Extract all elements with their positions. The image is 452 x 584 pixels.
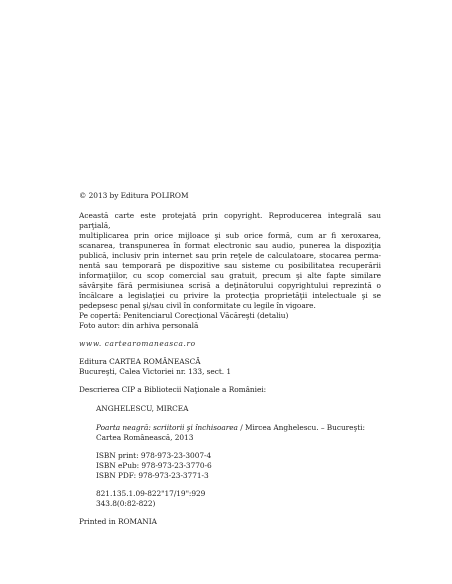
- publisher-address: Bucureşti, Calea Victoriei nr. 133, sect. 1: [79, 367, 231, 376]
- website-link[interactable]: www. cartearomaneasca.ro: [79, 339, 196, 348]
- website-block: [79, 339, 381, 349]
- legal-line: publică, inclusiv prin internet sau prin reţele de calculatoare, stocarea perma-: [79, 251, 381, 260]
- cip-author: ANGHELESCU, MIRCEA: [96, 404, 189, 413]
- isbn-block: [79, 451, 398, 481]
- legal-line: multiplicarea prin orice mijloace şi sub orice formă, cum ar fi xeroxarea,: [79, 231, 381, 240]
- legal-line: nentă sau temporară pe dispozitive sau sisteme cu posibilitatea recuperării: [79, 261, 381, 270]
- legal-line: informaţiilor, cu scop comercial sau gratuit, precum şi alte fapte similare: [79, 271, 381, 280]
- legal-line: pedepsesc penal şi/sau civil în conformitate cu legile în vigoare.: [79, 301, 316, 310]
- udc-code: 821.135.1.09-822"17/19":929: [96, 489, 206, 498]
- copyright-line: © 2013 by Editura POLIROM: [79, 191, 189, 200]
- cip-title-line: [96, 423, 398, 433]
- cip-author-block: [79, 404, 398, 414]
- isbn-pdf: ISBN PDF: 978-973-23-3771-3: [96, 471, 209, 480]
- classification-block: [79, 489, 398, 509]
- cover-credit: Pe copertă: Penitenciarul Corecţional Văcăreşti (detaliu): [79, 311, 289, 320]
- isbn-epub: ISBN ePub: 978-973-23-3770-6: [96, 461, 212, 470]
- legal-line: Această carte este protejată prin copyright. Reproducerea integrală sau parţială,: [79, 211, 381, 230]
- udc-code: 343.8(0:82-822): [96, 499, 156, 508]
- legal-line: încălcare a legislaţiei cu privire la protecţia proprietăţii intelectuale şi se: [79, 291, 381, 300]
- image-credits: [79, 311, 381, 331]
- author-photo-credit: Foto autor: din arhiva personală: [79, 321, 199, 330]
- cip-header: Descrierea CIP a Bibliotecii Naţionale a României:: [79, 385, 267, 394]
- cip-title-block: [79, 423, 398, 443]
- publisher-name: Editura CARTEA ROMÂNEASCĂ: [79, 357, 201, 366]
- cip-publisher-line: Cartea Românească, 2013: [96, 433, 194, 442]
- copyright-notice: [79, 191, 381, 201]
- cip-book-title: Poarta neagră: scriitorii şi închisoarea: [96, 423, 238, 432]
- cip-responsibility: / Mircea Anghelescu. – Bucureşti:: [237, 423, 365, 432]
- legal-line: scanarea, transpunerea în format electronic sau audio, punerea la dispoziţia: [79, 241, 381, 250]
- cip-header-block: [79, 385, 381, 395]
- legal-paragraph: [79, 211, 381, 311]
- publisher-block: [79, 357, 381, 377]
- printed-in: Printed in ROMANIA: [79, 517, 157, 526]
- copyright-page: [79, 0, 381, 584]
- printed-in-block: [79, 517, 381, 527]
- isbn-print: ISBN print: 978-973-23-3007-4: [96, 451, 212, 460]
- legal-line: săvârşite fără permisiunea scrisă a deţinătorului copyrightului reprezintă o: [79, 281, 381, 290]
